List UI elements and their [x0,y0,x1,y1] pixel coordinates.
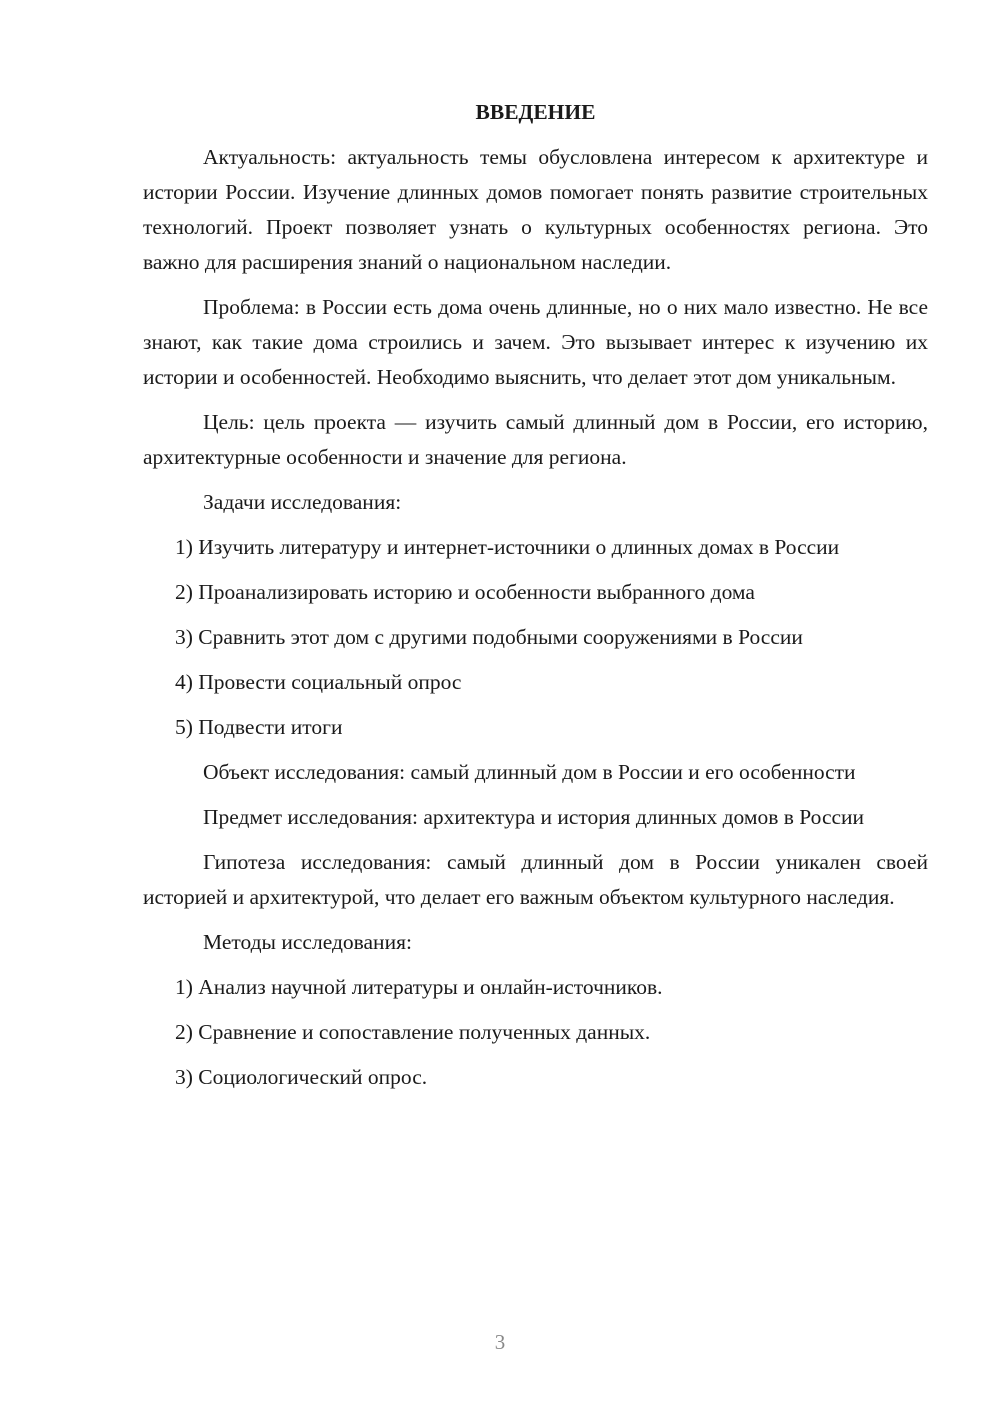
subject-paragraph: Предмет исследования: архитектура и история длинных домов в России [203,805,865,829]
document-page [143,95,928,1105]
method-item: 2) Сравнение и сопоставление полученных данных. [175,1020,651,1044]
relevance-paragraph: Актуальность: актуальность темы обусловлена интересом к архитектуре и истории России. Изучение длинных домов помогает понять развитие строительных технологий. Проект позволяет узнать о культурных особенностях региона. Это важно для расширения знаний о национальном наследии. [143,145,928,274]
hypothesis-paragraph: Гипотеза исследования: самый длинный дом в России уникален своей историей и архитектурой, что делает его важным объектом культурного наследия. [143,850,928,909]
task-item: 5) Подвести итоги [175,715,343,739]
task-item: 1) Изучить литературу и интернет-источники о длинных домах в России [175,535,840,559]
page-number: 3 [494,1330,506,1354]
task-item: 2) Проанализировать историю и особенности выбранного дома [175,580,755,604]
methods-label: Методы исследования: [203,930,412,954]
problem-paragraph: Проблема: в России есть дома очень длинные, но о них мало известно. Не все знают, как такие дома строились и зачем. Это вызывает интерес к изучению их истории и особенностей. Необходимо выяснить, что делает этот дом уникальным. [143,295,928,389]
task-item: 4) Провести социальный опрос [175,670,462,694]
tasks-label: Задачи исследования: [203,490,402,514]
task-item: 3) Сравнить этот дом с другими подобными сооружениями в России [175,625,803,649]
method-item: 3) Социологический опрос. [175,1065,428,1089]
method-item: 1) Анализ научной литературы и онлайн-источников. [175,975,663,999]
goal-paragraph: Цель: цель проекта — изучить самый длинный дом в России, его историю, архитектурные особенности и значение для региона. [143,410,928,469]
page-title: ВВЕДЕНИЕ [475,100,596,124]
object-paragraph: Объект исследования: самый длинный дом в России и его особенности [203,760,856,784]
